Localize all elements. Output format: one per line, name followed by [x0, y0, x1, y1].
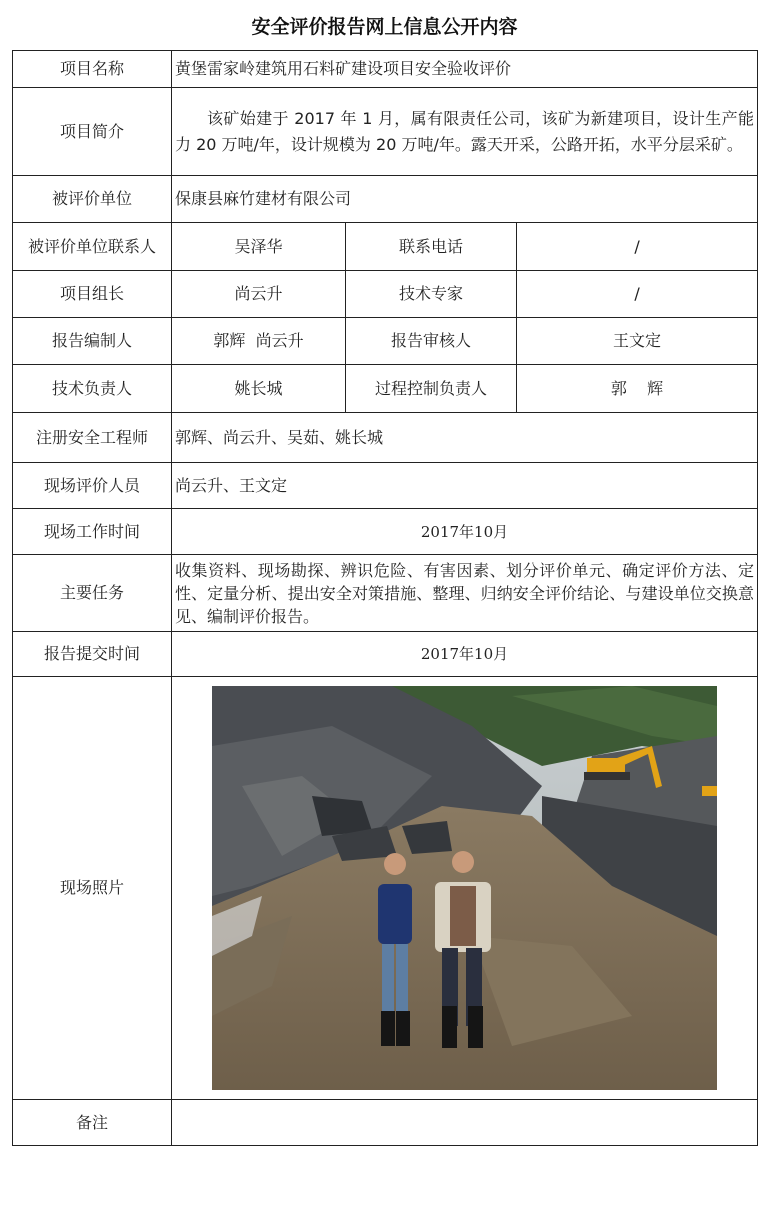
- safety-engineers-label: 注册安全工程师: [13, 413, 172, 463]
- submit-time-value: 2017年10月: [172, 632, 758, 677]
- onsite-staff-label: 现场评价人员: [13, 463, 172, 509]
- main-tasks-label: 主要任务: [13, 555, 172, 632]
- team-leader-value: 尚云升: [172, 271, 346, 318]
- project-name-label: 项目名称: [13, 51, 172, 88]
- table-row: [13, 271, 758, 318]
- site-photo-label: 现场照片: [13, 677, 172, 1100]
- contact-value: 吴泽华: [172, 223, 346, 271]
- report-author-label: 报告编制人: [13, 318, 172, 365]
- report-author-value: 郭辉 尚云升: [172, 318, 346, 365]
- report-reviewer-label: 报告审核人: [346, 318, 517, 365]
- contact-label: 被评价单位联系人: [13, 223, 172, 271]
- table-row: [13, 463, 758, 509]
- project-intro-label: 项目简介: [13, 88, 172, 176]
- table-row: [13, 677, 758, 1100]
- project-name-value: 黄堡雷家岭建筑用石料矿建设项目安全验收评价: [172, 51, 758, 88]
- table-row: [13, 51, 758, 88]
- evaluated-unit-value: 保康县麻竹建材有限公司: [172, 176, 758, 223]
- info-table: [12, 50, 758, 1146]
- team-leader-label: 项目组长: [13, 271, 172, 318]
- table-row: [13, 223, 758, 271]
- table-row: [13, 1100, 758, 1146]
- onsite-time-value: 2017年10月: [172, 509, 758, 555]
- remarks-label: 备注: [13, 1100, 172, 1146]
- tech-expert-value: /: [517, 271, 758, 318]
- quarry-site-photo: [212, 686, 717, 1090]
- submit-time-label: 报告提交时间: [13, 632, 172, 677]
- tech-lead-value: 姚长城: [172, 365, 346, 413]
- process-control-label: 过程控制负责人: [346, 365, 517, 413]
- tech-expert-label: 技术专家: [346, 271, 517, 318]
- project-intro-value: 该矿始建于 2017 年 1 月，属有限责任公司，该矿为新建项目，设计生产能力 20 万吨/年，设计规模为 20 万吨/年。露天开采，公路开拓，水平分层采矿。: [175, 108, 755, 154]
- tech-lead-label: 技术负责人: [13, 365, 172, 413]
- table-row: [13, 555, 758, 632]
- page-title: 安全评价报告网上信息公开内容: [251, 16, 518, 38]
- phone-value: /: [517, 223, 758, 271]
- safety-engineers-value: 郭辉、尚云升、吴茹、姚长城: [172, 413, 758, 463]
- remarks-value: [172, 1100, 758, 1146]
- main-tasks-value: 收集资料、现场勘探、辨识危险、有害因素、划分评价单元、确定评价方法、定性、定量分析、提出安全对策措施、整理、归纳安全评价结论、与建设单位交换意见、编制评价报告。: [175, 560, 755, 626]
- table-row: [13, 176, 758, 223]
- table-row: [13, 413, 758, 463]
- table-row: [13, 88, 758, 176]
- process-control-value: 郭 辉: [517, 365, 758, 413]
- onsite-staff-value: 尚云升、王文定: [172, 463, 758, 509]
- evaluated-unit-label: 被评价单位: [13, 176, 172, 223]
- table-row: [13, 509, 758, 555]
- report-reviewer-value: 王文定: [517, 318, 758, 365]
- onsite-time-label: 现场工作时间: [13, 509, 172, 555]
- table-row: [13, 365, 758, 413]
- phone-label: 联系电话: [346, 223, 517, 271]
- table-row: [13, 632, 758, 677]
- table-row: [13, 318, 758, 365]
